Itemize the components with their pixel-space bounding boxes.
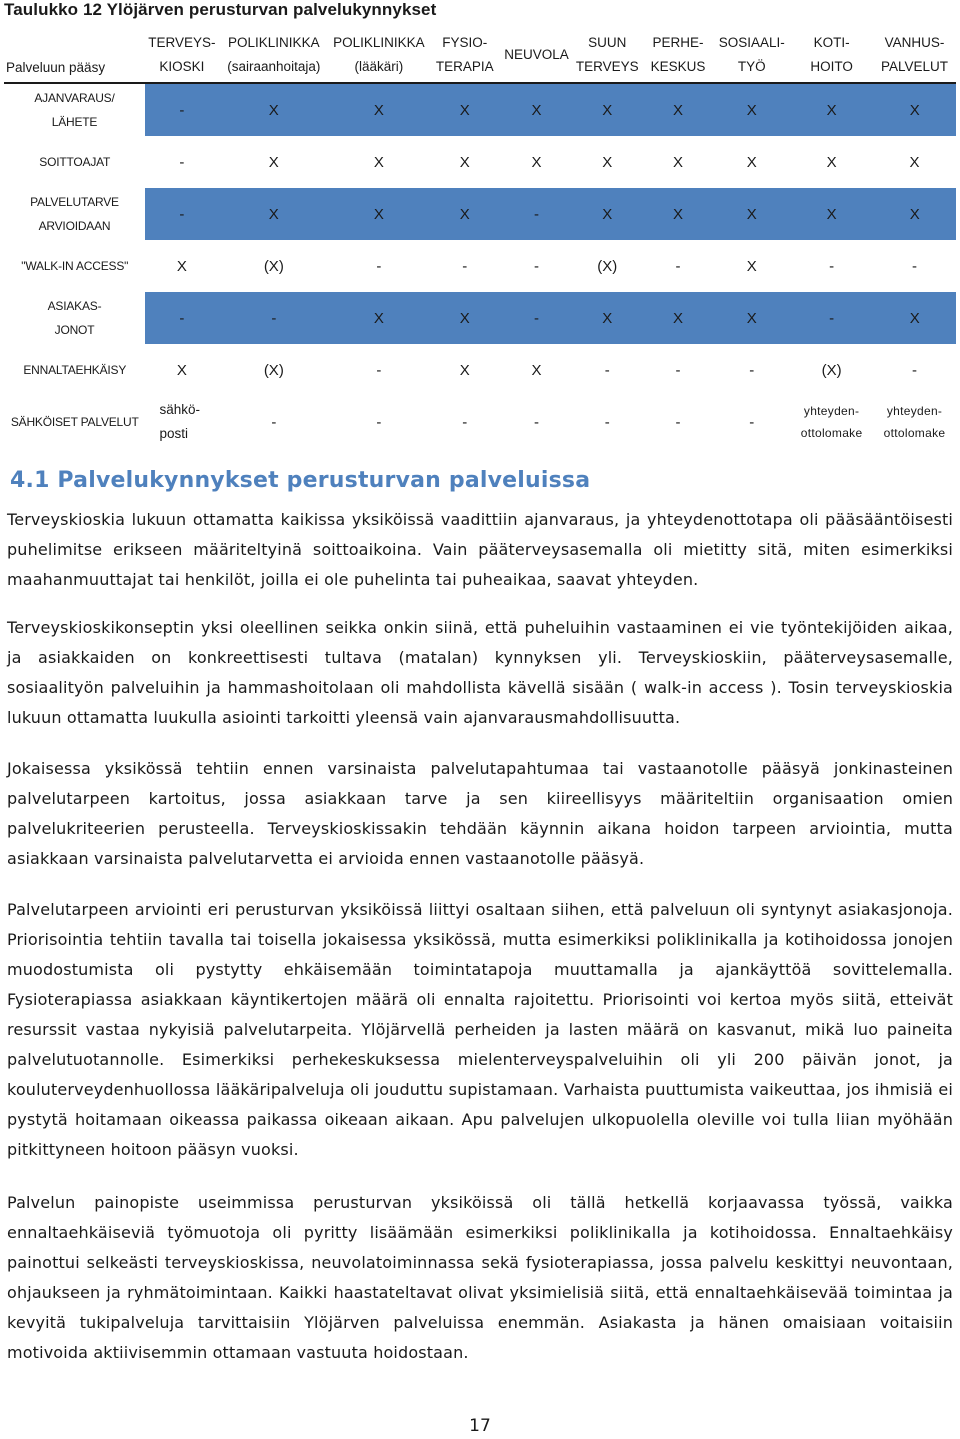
- table-cell: sähkö- posti: [159, 402, 201, 441]
- table-cell: -: [749, 413, 755, 431]
- col-header: SUUN TERVEYS: [572, 28, 643, 83]
- paragraph-2: [7, 613, 953, 733]
- table-cell: X: [501, 83, 572, 136]
- table-cell: -: [145, 292, 218, 344]
- col-header: SOSIAALI- TYÖ: [713, 28, 790, 83]
- table-row: [4, 83, 956, 136]
- table-row: [4, 292, 956, 344]
- table-cell: -: [462, 413, 468, 431]
- table-cell: X: [531, 361, 542, 379]
- table-cell: X: [373, 153, 384, 171]
- table-cell: -: [501, 188, 572, 240]
- table-cell: yhteyden- ottolomake: [800, 404, 863, 440]
- table-cell: X: [531, 153, 542, 171]
- col-header: POLIKLINIKKA (lääkäri): [329, 28, 428, 83]
- table-cell: X: [459, 361, 470, 379]
- paragraph-text: Palvelutarpeen arviointi eri perusturvan yksiköissä liittyi osaltaan siihen, että palveluun oli syntynyt asiakasjonoja. Priorisointia tehtiin tavalla tai toisella jokaisessa yksikössä, mutta esimerkiksi poliklinikalla ja kotihoidossa jonojen muodostumista oli pystytty ehkäisemään toimintatapoja muuttamalla ja ajankäyttöä sovittelemalla. Fysioterapiassa asiakkaan käyntikertojen määrä oli ennalta rajoitettu. Priorisointi voi kertoa myös siitä, etteivät resurssit vastaa nykyisiä palvelutarpeita. Ylöjärvellä perheiden ja lasten määrä on kasvanut, mikä luo paineita palvelutuotannolle. Esimerkiksi perhekeskuksessa mielenterveyspalveluihin oli yli 200 päivän jonot, ja kouluterveydenhuollossa lääkäripalveluja oli jouduttu supistamaan. Varhaista puuttumista vaikeuttaa, jos ihmisiä ei pystytä hoitamaan oikeassa paikassa oikeaan aikaan. Apu palvelujen ulkopuolella oleville voi tulla liian myöhään pitkittyneen hoitoon pääsyn vuoksi.: [7, 900, 953, 1159]
- corner-header: Palveluun pääsy: [4, 28, 145, 83]
- table-cell: -: [501, 292, 572, 344]
- table-cell: -: [376, 361, 382, 379]
- table-cell: X: [602, 153, 613, 171]
- table-cell: X: [268, 153, 279, 171]
- table-cell: -: [675, 361, 681, 379]
- paragraph-text: Palvelun painopiste useimmissa perusturvan yksiköissä oli tällä hetkellä korjaavassa työssä, vaikka ennaltaehkäiseviä työmuotoja oli pyritty lisäämään esimerkiksi poliklinikalla ja kotihoidossa. Ennaltaehkäisy painottui selkeästi terveyskioskissa, neuvolatoiminnassa sekä fysioterapiassa, jossa palvelu keskittyi neuvontaan, ohjaukseen ja ryhmätoimintaan. Kaikki haastateltavat olivat yksimielisiä siitä, että ennaltaehkäisevää toimintaa ja kevyitä tukipalveluja tarvittaisiin Ylöjärven palveluissa enemmän. Asiakasta ja hänen omaisiaan voitaisiin motivoida aktiivisemmin ottamaan vastuuta hoidostaan.: [7, 1193, 953, 1362]
- table-cell: X: [176, 361, 187, 379]
- table-cell: X: [713, 292, 790, 344]
- table-cell: X: [572, 292, 643, 344]
- service-threshold-table: [4, 28, 956, 448]
- col-header: FYSIO- TERAPIA: [428, 28, 501, 83]
- table-cell: -: [534, 413, 540, 431]
- paragraph-text: Terveyskioskikonseptin yksi oleellinen seikka onkin siinä, että puheluihin vastaaminen ei vie työntekijöiden aikaa, ja asiakkaiden on konkreettisesti tultava (matalan) kynnyksen yli. Terveyskioskiin, pääterveysasemalle, sosiaalityön palveluihin ja hammashoitolaan oli mahdollista kävellä sisään ( walk-in access ). Tosin terveyskioskia lukuun ottamatta luukulla asiointi tarkoitti yleensä vain ajanvarausmahdollisuutta.: [7, 618, 953, 727]
- page-number: 17: [469, 1416, 491, 1436]
- table-cell: X: [329, 83, 428, 136]
- table-cell: X: [643, 292, 714, 344]
- table-cell: X: [790, 83, 873, 136]
- table-cell: X: [826, 153, 837, 171]
- table-cell: X: [790, 188, 873, 240]
- paragraph-text: Jokaisessa yksikössä tehtiin ennen varsinaista palvelutapahtumaa tai vastaanotolle pääsyä jonkinasteinen palvelutarpeen kartoitus, jossa asiakkaan tarve ja sen kiireellisyys määriteltiin organisaation omien palvelukriteerien perusteella. Terveyskioskissakin tehdään käynnin aikana hoidon tarpeen arviointia, mutta asiakkaan varsinaista palvelutarvetta ei arvioida ennen vastaanotolle pääsyä.: [7, 759, 953, 868]
- table-cell: -: [179, 153, 185, 171]
- table-cell: X: [459, 153, 470, 171]
- table-caption: Taulukko 12 Ylöjärven perusturvan palvelukynnykset: [4, 0, 437, 19]
- table-cell: -: [675, 413, 681, 431]
- table-cell: X: [873, 292, 956, 344]
- col-header: KOTI- HOITO: [790, 28, 873, 83]
- table-row: [4, 188, 956, 240]
- table-cell: (X): [263, 257, 284, 275]
- table-cell: X: [572, 188, 643, 240]
- table-cell: X: [572, 83, 643, 136]
- section-heading: 4.1 Palvelukynnykset perusturvan palveluissa: [10, 468, 591, 493]
- paragraph-3: [7, 754, 953, 874]
- table-cell: -: [829, 257, 835, 275]
- table-row: [4, 240, 956, 292]
- table-cell: X: [428, 83, 501, 136]
- table-cell: X: [643, 188, 714, 240]
- row-label: AJANVARAUS/ LÄHETE: [4, 83, 145, 136]
- table-cell: (X): [821, 361, 842, 379]
- col-header: NEUVOLA: [501, 28, 572, 83]
- table-cell: -: [145, 83, 218, 136]
- row-label: SOITTOAJAT: [39, 155, 111, 169]
- table-cell: -: [462, 257, 468, 275]
- table-cell: X: [909, 153, 920, 171]
- col-header: POLIKLINIKKA (sairaanhoitaja): [218, 28, 329, 83]
- row-label: PALVELUTARVE ARVIOIDAAN: [4, 188, 145, 240]
- table-cell: -: [534, 257, 540, 275]
- table-cell: X: [746, 257, 757, 275]
- table-cell: -: [604, 413, 610, 431]
- table-cell: -: [912, 257, 918, 275]
- col-header: TERVEYS- KIOSKI: [145, 28, 218, 83]
- table-cell: -: [790, 292, 873, 344]
- table-row: [4, 136, 956, 188]
- table-cell: (X): [597, 257, 618, 275]
- table-cell: (X): [263, 361, 284, 379]
- paragraph-text: Terveyskioskia lukuun ottamatta kaikissa yksiköissä vaadittiin ajanvaraus, ja yhteydenottotapa oli pääsääntöisesti puhelimitse erikseen määriteltyinä soittoaikoina. Vain pääterveysasemalla oli mietitty sitä, miten esimerkiksi maahanmuuttajat tai henkilöt, joilla ei ole puhelinta tai puheaikaa, saavat yhteyden.: [7, 510, 953, 589]
- table-cell: X: [873, 188, 956, 240]
- table-row: [4, 344, 956, 396]
- table-cell: -: [749, 361, 755, 379]
- table-cell: X: [643, 83, 714, 136]
- table-header-row: [4, 28, 956, 83]
- paragraph-1: [7, 505, 953, 595]
- row-label: ASIAKAS- JONOT: [4, 292, 145, 344]
- table-cell: -: [145, 188, 218, 240]
- table-cell: -: [675, 257, 681, 275]
- table-cell: X: [746, 153, 757, 171]
- table-cell: X: [673, 153, 684, 171]
- row-label: "WALK-IN ACCESS": [21, 259, 129, 273]
- col-header: VANHUS- PALVELUT: [873, 28, 956, 83]
- table-cell: yhteyden- ottolomake: [883, 404, 946, 440]
- table-cell: X: [218, 83, 329, 136]
- table-cell: X: [329, 292, 428, 344]
- row-label: SÄHKÖISET PALVELUT: [10, 415, 139, 429]
- table-cell: -: [376, 413, 382, 431]
- table-cell: -: [218, 292, 329, 344]
- table-cell: X: [428, 292, 501, 344]
- table-cell: -: [376, 257, 382, 275]
- table-cell: X: [218, 188, 329, 240]
- table-cell: -: [271, 413, 277, 431]
- table-cell: X: [713, 83, 790, 136]
- paragraph-5: [7, 1188, 953, 1368]
- table-row: [4, 396, 956, 448]
- row-label: ENNALTAEHKÄISY: [23, 363, 127, 377]
- col-header: PERHE- KESKUS: [643, 28, 714, 83]
- table-cell: X: [428, 188, 501, 240]
- table-cell: X: [176, 257, 187, 275]
- table-cell: -: [604, 361, 610, 379]
- paragraph-4: [7, 895, 953, 1165]
- table-cell: X: [713, 188, 790, 240]
- table-cell: X: [329, 188, 428, 240]
- table-cell: X: [873, 83, 956, 136]
- table-cell: -: [912, 361, 918, 379]
